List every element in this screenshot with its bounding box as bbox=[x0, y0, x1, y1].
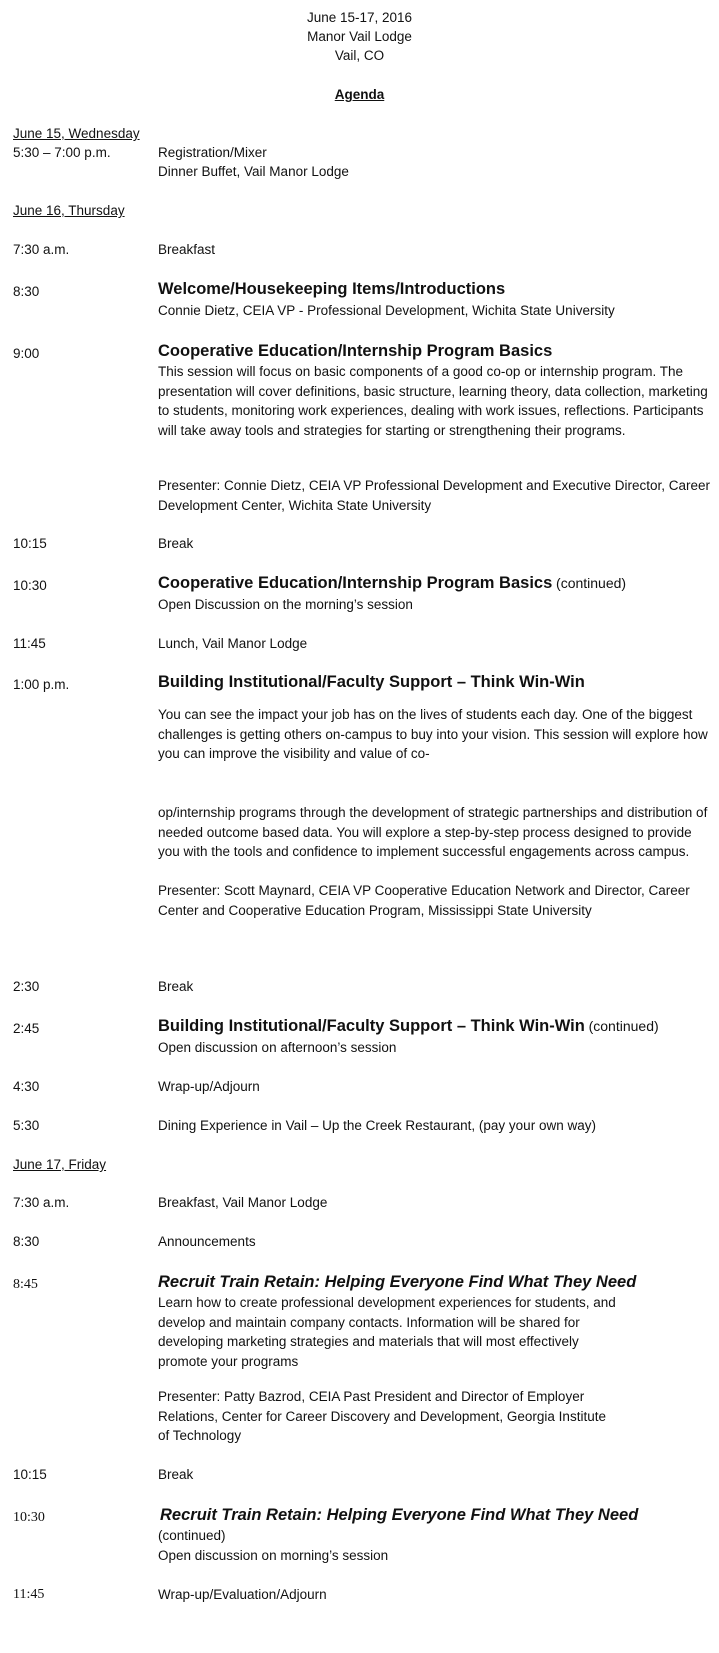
time-label: 1:00 p.m. bbox=[13, 677, 70, 692]
time-label: 5:30 bbox=[13, 1118, 40, 1133]
day-heading-friday: June 17, Friday bbox=[13, 1157, 107, 1172]
session-title: Dining Experience in Vail – Up the Creek Restaurant, (pay your own way) bbox=[158, 1118, 596, 1133]
session-title: Wrap-up/Adjourn bbox=[158, 1079, 260, 1094]
session-title: Announcements bbox=[158, 1234, 256, 1249]
session-title: Building Institutional/Faculty Support – Think Win-Win bbox=[158, 1017, 585, 1035]
session-title: Lunch, Vail Manor Lodge bbox=[158, 636, 308, 651]
session-title: Breakfast, Vail Manor Lodge bbox=[158, 1195, 328, 1210]
session-description: This session will focus on basic components of a good co-op or internship program. The presentation will cover definitions, basic structure, learning theory, data collection, marketing to students, monitoring work experiences, dealing with work issues, reflections. Participants will take away tools and strategies for starting or strengthening their programs. bbox=[158, 364, 708, 438]
event-dates: June 15-17, 2016 bbox=[306, 10, 413, 25]
session-subtitle: Open discussion on afternoon’s session bbox=[158, 1040, 397, 1055]
session-title: Wrap-up/Evaluation/Adjourn bbox=[158, 1587, 327, 1602]
time-label: 10:15 bbox=[13, 1467, 47, 1482]
continued-note: (continued) bbox=[556, 575, 627, 591]
session-speaker: Connie Dietz, CEIA VP - Professional Development, Wichita State University bbox=[158, 303, 615, 318]
time-label: 7:30 a.m. bbox=[13, 1195, 70, 1210]
time-label: 10:15 bbox=[13, 536, 47, 551]
session-presenter: Presenter: Scott Maynard, CEIA VP Cooperative Education Network and Director, Career Center and Cooperative Education Program, Mississippi State University bbox=[158, 883, 690, 918]
session-description-continued: op/internship programs through the development of strategic partnerships and distribution of needed outcome based data. You will explore a step-by-step process designed to provide you with the tools and confidence to implement successful engagements across campus. bbox=[158, 805, 708, 860]
time-label: 8:30 bbox=[13, 284, 40, 299]
continued-note: (continued) bbox=[588, 1018, 659, 1034]
session-title: Break bbox=[158, 979, 194, 994]
session-title: Recruit Train Retain: Helping Everyone Find What They Need bbox=[158, 1273, 637, 1291]
time-label: 9:00 bbox=[13, 346, 40, 361]
session-description: Learn how to create professional development experiences for students, and develop and maintain company contacts. Information will be shared for developing marketing strategies and materials that will most effectively promote your programs bbox=[158, 1295, 616, 1369]
session-title: Cooperative Education/Internship Program Basics bbox=[158, 574, 553, 592]
session-title-row bbox=[158, 1015, 659, 1037]
session-presenter: Presenter: Patty Bazrod, CEIA Past President and Director of Employer Relations, Center for Career Discovery and Development, Georgia Institute of Technology bbox=[158, 1389, 606, 1444]
session-title: Break bbox=[158, 536, 194, 551]
session-subtitle: Dinner Buffet, Vail Manor Lodge bbox=[158, 164, 349, 179]
event-venue: Manor Vail Lodge bbox=[307, 29, 412, 44]
session-title-row bbox=[158, 572, 626, 594]
time-label: 8:45 bbox=[13, 1277, 38, 1292]
continued-note: (continued) bbox=[158, 1528, 226, 1543]
session-title: Break bbox=[158, 1467, 194, 1482]
session-presenter: Presenter: Connie Dietz, CEIA VP Professional Development and Executive Director, Career Development Center, Wichita State University bbox=[158, 478, 711, 513]
time-label: 11:45 bbox=[13, 1587, 45, 1602]
session-subtitle: Open discussion on morning’s session bbox=[158, 1548, 389, 1563]
time-label: 10:30 bbox=[13, 578, 47, 593]
day-heading-thursday: June 16, Thursday bbox=[13, 203, 125, 218]
time-label: 4:30 bbox=[13, 1079, 40, 1094]
day-heading-wednesday: June 15, Wednesday bbox=[13, 126, 140, 141]
session-title: Welcome/Housekeeping Items/Introductions bbox=[158, 280, 506, 298]
session-title: Breakfast bbox=[158, 242, 216, 257]
session-subtitle: Open Discussion on the morning’s session bbox=[158, 597, 413, 612]
time-label: 10:30 bbox=[13, 1510, 45, 1525]
time-label: 7:30 a.m. bbox=[13, 242, 70, 257]
event-city: Vail, CO bbox=[334, 48, 385, 63]
time-label: 2:30 bbox=[13, 979, 40, 994]
session-title: Registration/Mixer bbox=[158, 145, 267, 160]
agenda-title: Agenda bbox=[334, 87, 385, 102]
session-title: Recruit Train Retain: Helping Everyone Find What They Need bbox=[160, 1506, 639, 1524]
time-label: 5:30 – 7:00 p.m. bbox=[13, 145, 111, 160]
session-title: Cooperative Education/Internship Program Basics bbox=[158, 342, 553, 360]
time-label: 8:30 bbox=[13, 1234, 40, 1249]
time-label: 2:45 bbox=[13, 1021, 40, 1036]
time-label: 11:45 bbox=[13, 636, 46, 651]
session-description: You can see the impact your job has on the lives of students each day. One of the biggest challenges is getting others on-campus to buy into your vision. This session will explore how you can improve the visibility and value of co- bbox=[158, 707, 708, 762]
session-title: Building Institutional/Faculty Support – Think Win-Win bbox=[158, 673, 585, 691]
